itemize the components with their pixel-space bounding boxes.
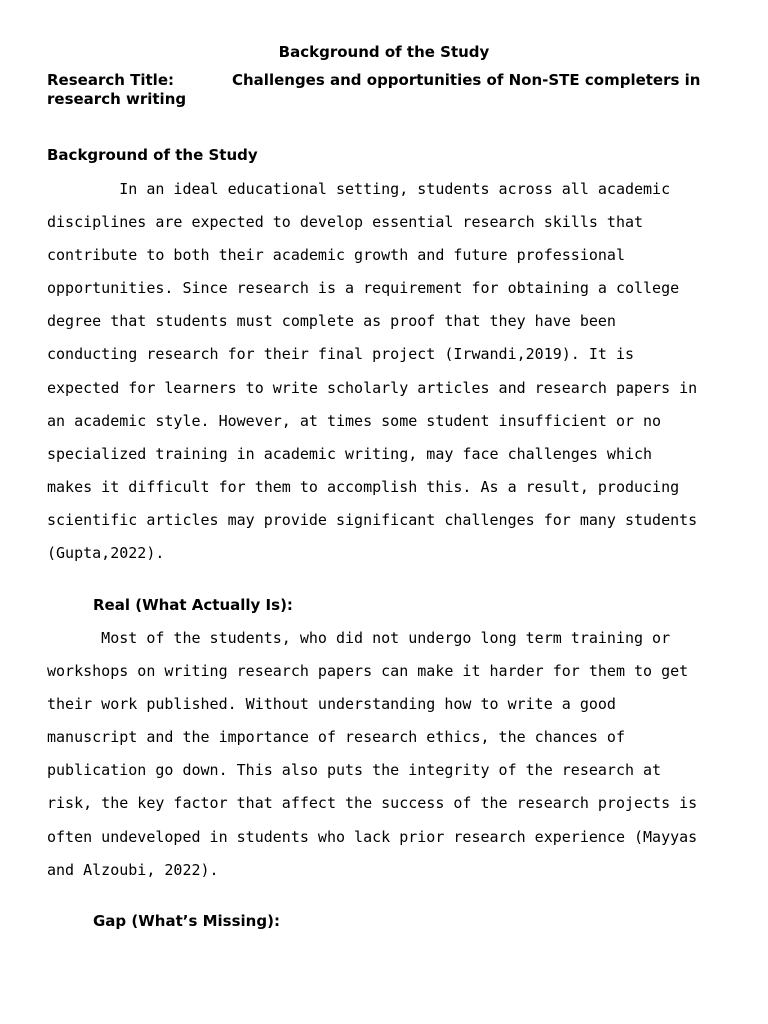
paragraph-line: their work published. Without understanding how to write a good [47, 695, 616, 714]
research-title-value: Challenges and opportunities of Non-STE completers in [232, 71, 701, 89]
paragraph-line: and Alzoubi, 2022). [47, 860, 219, 879]
section-heading-gap: Gap (What’s Missing): [93, 912, 280, 930]
paragraph-line: often undeveloped in students who lack prior research experience (Mayyas [47, 827, 698, 846]
paragraph-line: conducting research for their final project (Irwandi,2019). It is [47, 345, 634, 364]
paragraph-line: disciplines are expected to develop essential research skills that [47, 213, 644, 232]
paragraph-line: workshops on writing research papers can make it harder for them to get [47, 662, 689, 681]
paragraph-line: Most of the students, who did not undergo long term training or [47, 629, 671, 647]
paragraph-line: scientific articles may provide significant challenges for many students [47, 510, 698, 529]
research-title-label: Research Title: [47, 71, 174, 89]
paragraph-line: In an ideal educational setting, students across all academic [47, 180, 671, 198]
paragraph-line: risk, the key factor that affect the success of the research projects is [47, 794, 698, 813]
paragraph-line: expected for learners to write scholarly articles and research papers in [47, 378, 698, 397]
section-heading-background: Background of the Study [47, 146, 258, 164]
paragraph-line: specialized training in academic writing, may face challenges which [47, 444, 653, 463]
paragraph-line: publication go down. This also puts the integrity of the research at [47, 761, 662, 780]
background-paragraph [47, 179, 747, 576]
paragraph-line: manuscript and the importance of research ethics, the chances of [47, 728, 625, 747]
paragraph-line: degree that students must complete as proof that they have been [47, 312, 616, 331]
paragraph-line: an academic style. However, at times some student insufficient or no [47, 411, 662, 430]
paragraph-line: contribute to both their academic growth and future professional [47, 246, 625, 265]
section-heading-real: Real (What Actually Is): [93, 596, 293, 614]
real-paragraph [47, 628, 747, 893]
document-title: Background of the Study [278, 43, 490, 61]
research-title-continuation: research writing [47, 90, 187, 108]
paragraph-line: opportunities. Since research is a requirement for obtaining a college [47, 279, 680, 298]
paragraph-line: (Gupta,2022). [47, 544, 165, 563]
paragraph-line: makes it difficult for them to accomplish this. As a result, producing [47, 477, 680, 496]
